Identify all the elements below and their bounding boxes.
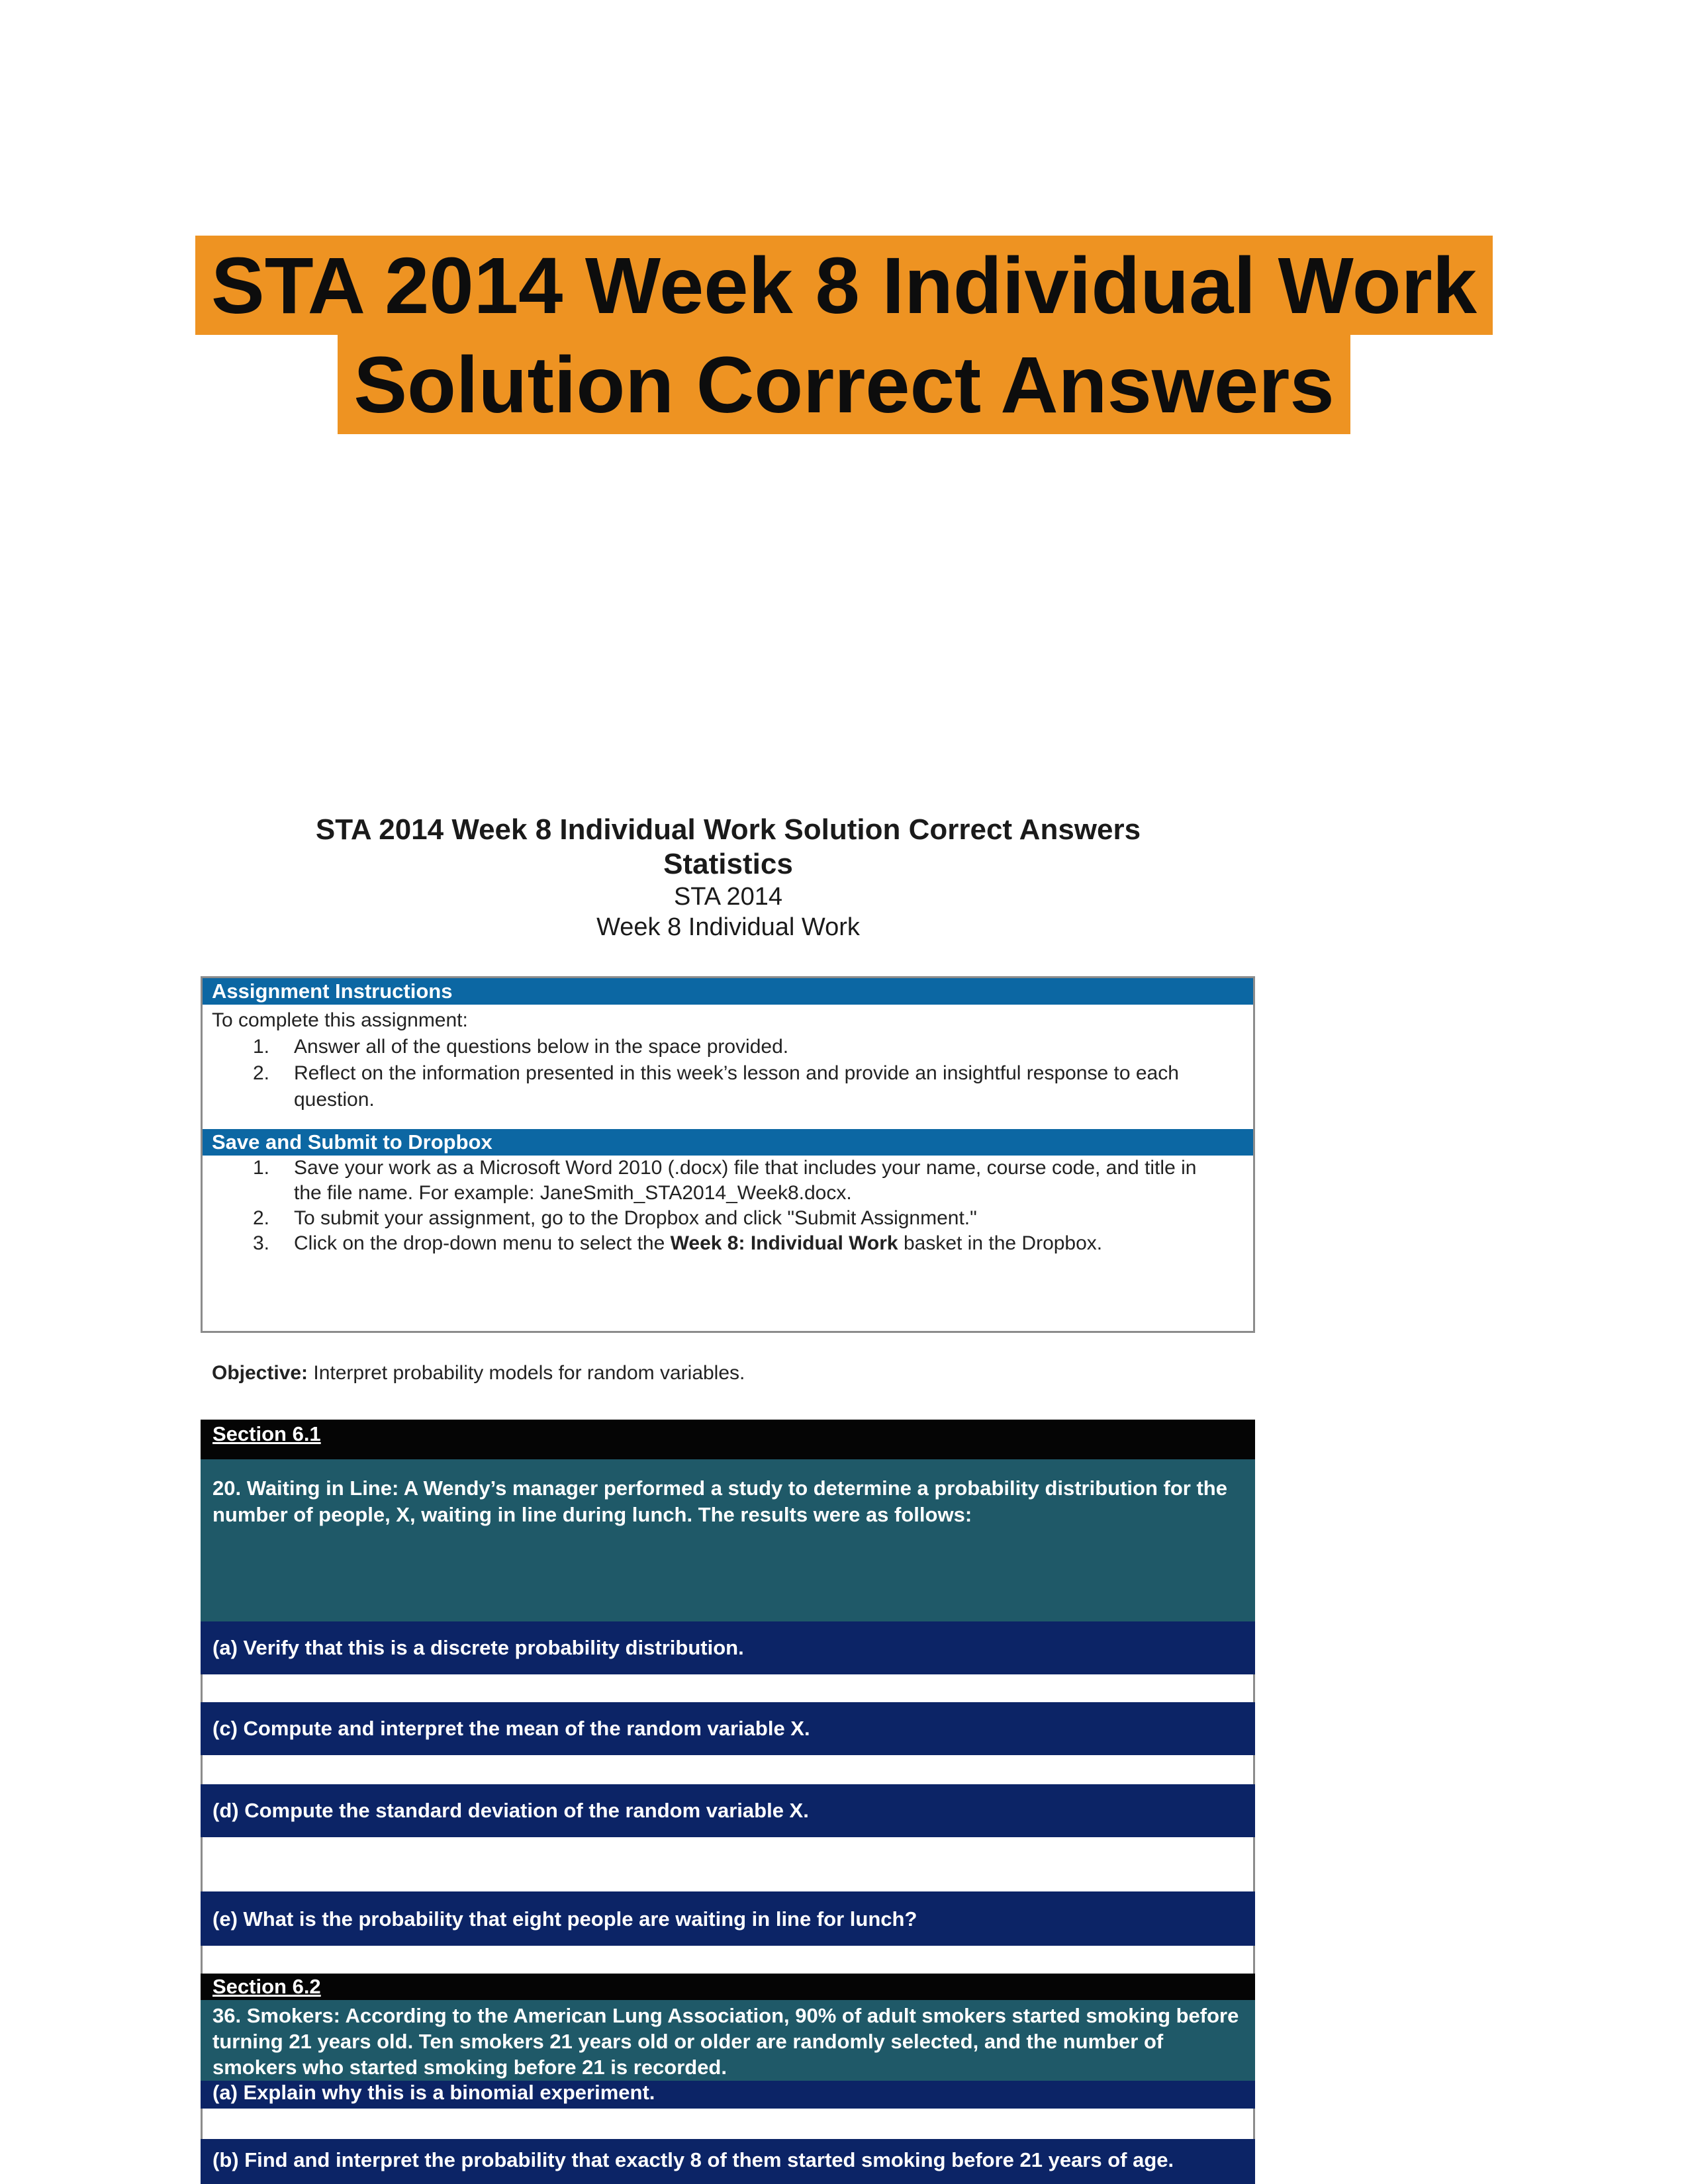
section-6-2-heading: Section 6.2 (201, 1974, 1255, 2000)
course-code: STA 2014 (673, 883, 783, 911)
answer-space-6-2-a (201, 2109, 1255, 2139)
document-subtitle: Statistics (663, 848, 793, 880)
banner (0, 236, 1688, 434)
question-6-1-d: (d) Compute the standard deviation of the random variable X. (201, 1784, 1255, 1837)
list-item: 2. Reflect on the information presented in this week’s lesson and provide an insightful response to each question. (253, 1062, 1179, 1111)
document-title: STA 2014 Week 8 Individual Work Solution Correct Answers (315, 813, 1141, 846)
objective-text: Interpret probability models for random variables. (308, 1362, 745, 1384)
instructions-panel (201, 976, 1255, 1333)
objective-label: Objective: (212, 1362, 308, 1384)
list-item: 1. Save your work as a Microsoft Word 2010 (.docx) file that includes your name, course code, and title in the file name. For example: JaneSmith_STA2014_Week8.docx. (253, 1157, 1197, 1204)
question-6-2-b: (b) Find and interpret the probability that exactly 8 of them started smoking before 21 years of age. (201, 2139, 1255, 2184)
banner-title-line-2: Solution Correct Answers (338, 335, 1350, 434)
question-6-1-e: (e) What is the probability that eight people are waiting in line for lunch? (201, 1891, 1255, 1946)
list-item: 1. Answer all of the questions below in the space provided. (253, 1036, 789, 1058)
objective (212, 1362, 745, 1385)
section-6-1-heading: Section 6.1 (201, 1420, 1255, 1459)
submit-list (203, 1156, 1253, 1256)
question-6-1-c: (c) Compute and interpret the mean of the random variable X. (201, 1702, 1255, 1755)
instructions-intro: To complete this assignment: (212, 1009, 468, 1031)
question-6-1-a: (a) Verify that this is a discrete probability distribution. (201, 1621, 1255, 1674)
list-item: 2. To submit your assignment, go to the Dropbox and click "Submit Assignment." (253, 1207, 977, 1229)
section-6-2-problem: 36. Smokers: According to the American Lung Association, 90% of adult smokers started smoking before turning 21 years old. Ten smokers 21 years old or older are randomly selected, and the number of smokers who started smoking before 21 is recorded. (201, 2000, 1255, 2081)
answer-space-6-1-e (201, 1946, 1255, 1974)
question-6-2-a: (a) Explain why this is a binomial experiment. (201, 2081, 1255, 2109)
instructions-list (203, 1034, 1253, 1113)
instructions-heading: Assignment Instructions (203, 978, 1253, 1005)
answer-space-6-1-a (201, 1674, 1255, 1702)
answer-space-6-1-d (201, 1837, 1255, 1891)
submit-heading: Save and Submit to Dropbox (203, 1129, 1253, 1156)
list-item: 3. Click on the drop-down menu to select the Week 8: Individual Work basket in the Dropbox. (253, 1232, 1103, 1254)
section-6-1-problem: 20. Waiting in Line: A Wendy’s manager performed a study to determine a probability distribution for the number of people, X, waiting in line during lunch. The results were as follows: (201, 1459, 1255, 1621)
answer-space-6-1-c (201, 1755, 1255, 1784)
document-header (199, 813, 1258, 942)
banner-title-line-1: STA 2014 Week 8 Individual Work (195, 236, 1493, 335)
course-week: Week 8 Individual Work (596, 913, 860, 941)
